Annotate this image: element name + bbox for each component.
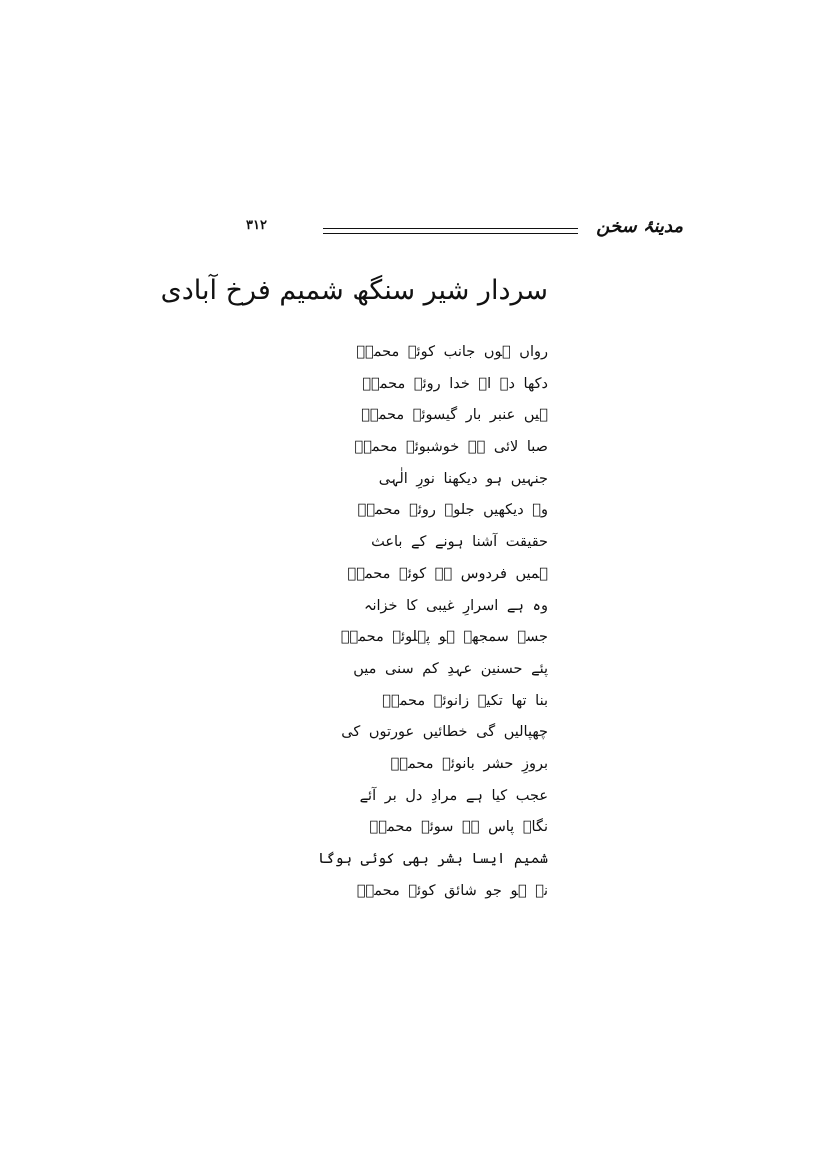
poem-line: نگاہ پاس ہے سوئے محمدؐ: [369, 819, 548, 836]
poem-body: [308, 337, 548, 907]
running-book-title: مدینۂ سخن: [596, 216, 683, 237]
poem-line: رواں ہوں جانب کوئے محمدؐ: [356, 344, 548, 360]
poem-line: نہ ہو جو شائق کوئے محمدؐ: [356, 882, 548, 899]
poem-line: صبا لائی ہے خوشبوئے محمدؐ: [354, 439, 548, 456]
header-double-rule: [323, 228, 578, 234]
poem-line: وہ ہے اسرارِ غیبی کا خزانہ: [363, 597, 548, 614]
poem-line: شمیم ایسا بشر بھی کوئی ہوگا: [318, 851, 548, 867]
poem-line: وہ دیکھیں جلوۂ روئے محمدؐ: [357, 502, 548, 519]
poem-line: بروزِ حشر بانوئے محمدؐ: [390, 755, 548, 772]
poem-line: حقیقت آشنا ہونے کے باعث: [371, 534, 548, 551]
poem-line: جنہیں ہو دیکھنا نورِ الٰہی: [378, 470, 548, 487]
poem-title: سردار شیر سنگھ شمیم فرخ آبادی: [160, 275, 548, 306]
poem-line: چھپالیں گی خطائیں عورتوں کی: [341, 724, 548, 741]
poem-line: دکھا دے اے خدا روئے محمدؐ: [362, 375, 548, 392]
poem-line: ہمیں فردوس ہے کوئے محمدؐ: [347, 565, 548, 582]
poem-line: ہیں عنبر بار گیسوئے محمدؐ: [361, 407, 548, 424]
poem-line: پئے حسنین عہدِ کم سنی میں: [353, 660, 548, 677]
page-number: ۳۱۲: [246, 218, 267, 233]
poem-line: بنا تھا تکیہ زانوئے محمدؐ: [382, 692, 548, 709]
poem-line: عجب کیا ہے مرادِ دل بر آئے: [359, 787, 548, 804]
poem-line: جسے سمجھے ہو پہلوئے محمدؐ: [340, 629, 548, 646]
